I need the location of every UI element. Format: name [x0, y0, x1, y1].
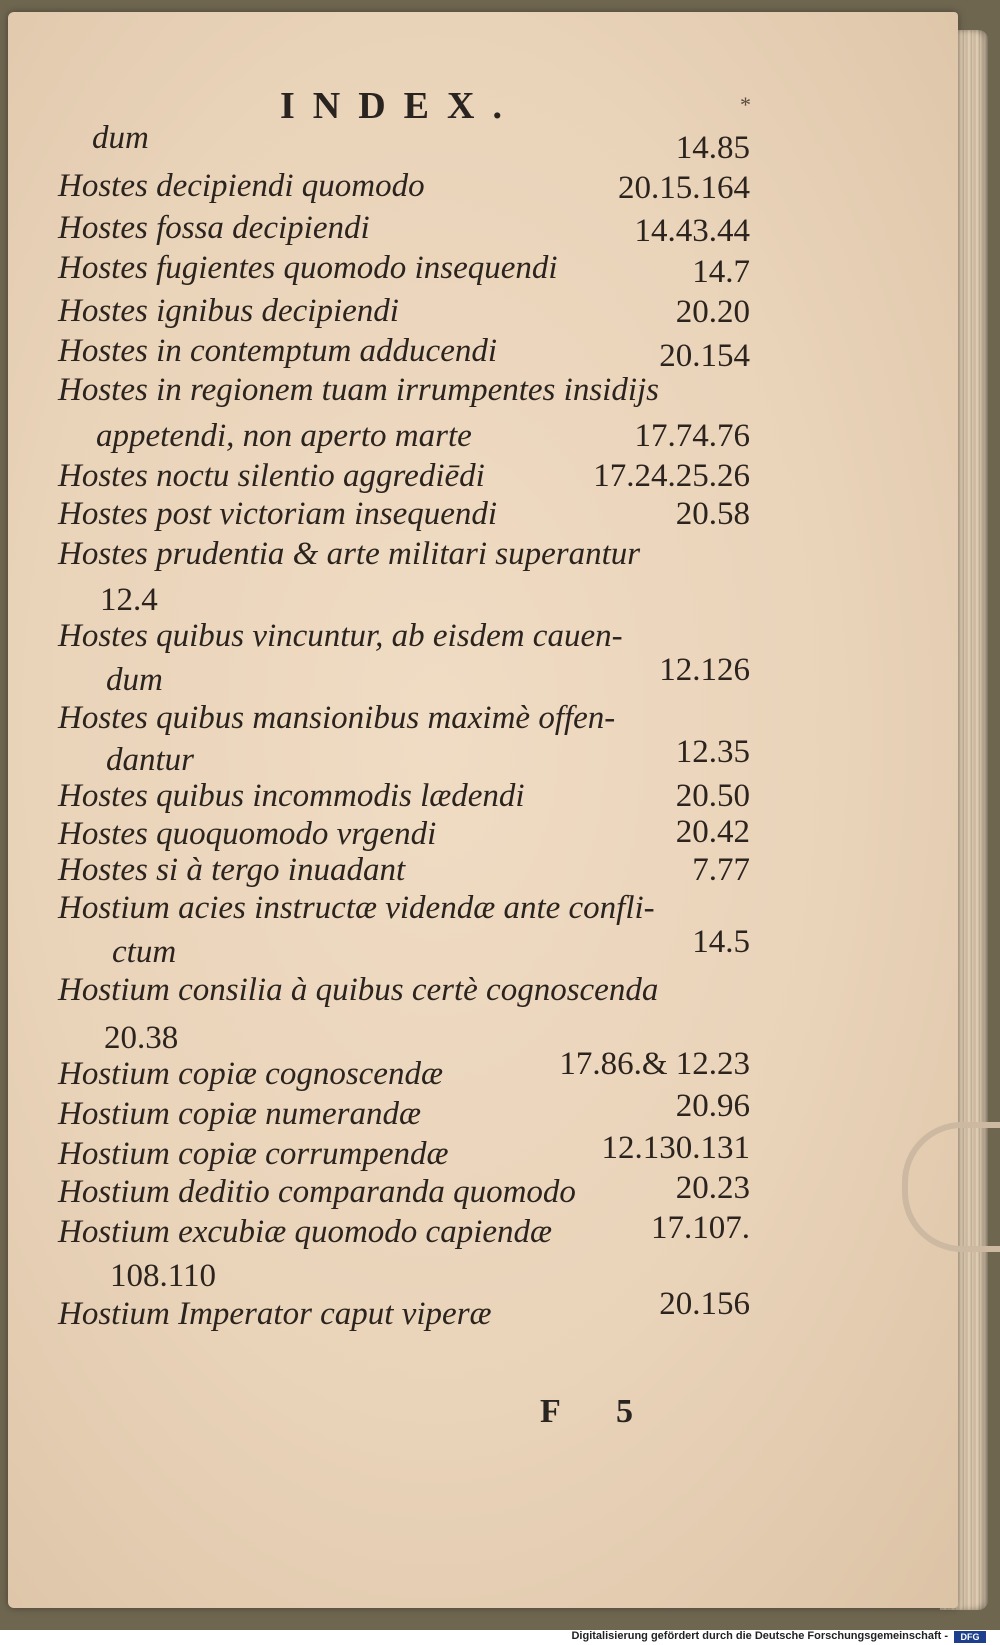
- index-entry-number: 20.156: [659, 1286, 750, 1322]
- index-entry-number: 20.42: [675, 814, 750, 850]
- index-entry-text: Hostium deditio comparanda quomodo: [58, 1174, 576, 1210]
- index-entry-number: 12.130.131: [601, 1130, 750, 1166]
- index-entry-text: Hostes prudentia & arte militari superantur: [58, 536, 641, 572]
- index-entry-number: 20.96: [675, 1088, 750, 1124]
- index-entry-text: ctum: [112, 934, 177, 970]
- page-header: INDEX.: [280, 85, 520, 127]
- index-entry-number: 7.77: [692, 852, 750, 888]
- index-entry-number: 20.50: [675, 778, 750, 814]
- index-entry-text: Hostium acies instructæ videndæ ante confli-: [58, 890, 655, 926]
- index-entry-text: Hostes noctu silentio aggrediēdi: [58, 458, 485, 494]
- index-entry-number: 20.23: [675, 1170, 750, 1206]
- index-entry-number: 17.74.76: [634, 418, 750, 454]
- index-entry-text: 12.4: [100, 582, 158, 618]
- index-entry-text: Hostes fugientes quomodo insequendi: [58, 250, 558, 286]
- index-entry-text: Hostes si à tergo inuadant: [58, 852, 406, 888]
- index-entry-text: Hostium Imperator caput viperæ: [58, 1296, 492, 1332]
- index-entry-text: Hostes quibus mansionibus maximè offen-: [58, 700, 616, 736]
- index-entry-text: 108.110: [110, 1258, 217, 1294]
- index-entry-text: Hostium copiæ numerandæ: [58, 1096, 421, 1132]
- footer-credit: Digitalisierung gefördert durch die Deutsche Forschungsgemeinschaft -: [571, 1630, 948, 1642]
- index-entry-number: 20.15.164: [618, 170, 750, 206]
- index-entry-number: 20.58: [675, 496, 750, 532]
- signature-mark: F 5: [540, 1393, 658, 1430]
- index-entry-number: 17.86.& 12.23: [559, 1046, 750, 1082]
- index-entry-text: Hostium copiæ corrumpendæ: [58, 1136, 449, 1172]
- index-entry-text: Hostium excubiæ quomodo capiendæ: [58, 1214, 553, 1250]
- index-entry-number: 20.20: [675, 294, 750, 330]
- index-entry-number: 14.85: [675, 130, 750, 166]
- index-entry-number: 17.24.25.26: [593, 458, 750, 494]
- index-entry-text: Hostium consilia à quibus certè cognoscenda: [58, 972, 659, 1008]
- dfg-logo: DFG: [954, 1631, 986, 1643]
- index-entry-text: Hostium copiæ cognoscendæ: [58, 1056, 443, 1092]
- index-entry-text: Hostes quibus incommodis lædendi: [58, 778, 525, 814]
- index-entry-number: 20.154: [659, 338, 750, 374]
- index-entry-text: Hostes ignibus decipiendi: [58, 293, 399, 329]
- index-entry-text: Hostes quoquomodo vrgendi: [58, 816, 437, 852]
- index-entry-number: 14.43.44: [634, 213, 750, 249]
- index-entry-number: 14.7: [692, 254, 750, 290]
- index-entry-text: Hostes decipiendi quomodo: [58, 168, 425, 204]
- index-entry-text: dum: [106, 662, 163, 698]
- index-entry-text: dum: [92, 120, 149, 156]
- index-entry-text: 20.38: [104, 1020, 179, 1056]
- header-corner-mark: *: [740, 92, 751, 117]
- index-entry-text: dantur: [106, 742, 195, 778]
- index-entry-number: 12.126: [659, 652, 750, 688]
- index-entry-text: Hostes quibus vincuntur, ab eisdem cauen-: [58, 618, 623, 654]
- index-entry-number: 14.5: [692, 924, 750, 960]
- index-entry-text: Hostes fossa decipiendi: [58, 210, 370, 246]
- index-entry-text: appetendi, non aperto marte: [96, 418, 472, 454]
- index-entry-text: Hostes in regionem tuam irrumpentes insidijs: [58, 372, 660, 408]
- index-entry-number: 17.107.: [651, 1210, 750, 1246]
- index-entry-text: Hostes post victoriam insequendi: [58, 496, 498, 532]
- index-entry-text: Hostes in contemptum adducendi: [58, 333, 498, 369]
- index-entry-number: 12.35: [675, 734, 750, 770]
